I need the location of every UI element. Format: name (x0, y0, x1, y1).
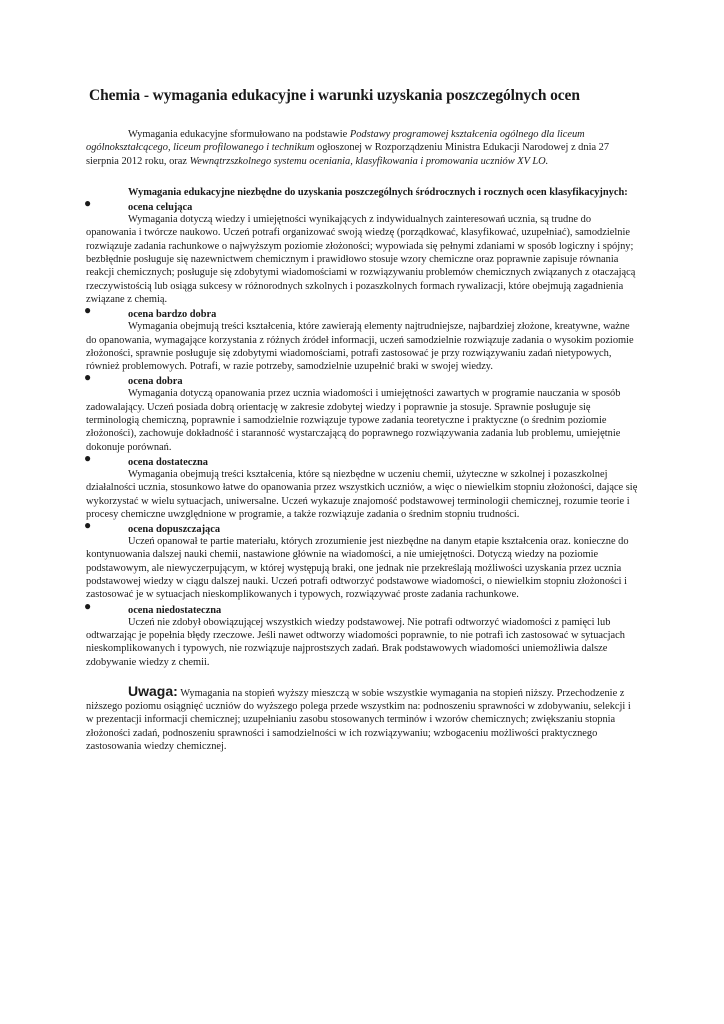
grade-name: ocena bardzo dobra (128, 309, 217, 321)
note-label: Uwaga: (128, 682, 178, 699)
grade-description: Uczeń opanował te partie materiału, których zrozumienie jest niezbędne na danym etapie kształcenia oraz. konieczne do kontynuowania dalszej nauki chemii, nastawione głównie na wiadomości, a nie umiejętności. Dotyczą wiedzy na poziomie podstawowym, ale niewyczerpującym, w której występują braki, one jednak nie przekreślają możliwości uzyskania przez ucznia podstawowej wiedzy w ciągu dalszej nauki. Uczeń potrafi odtworzyć podstawowe wiadomości, o niewielkim stopniu złożoności i zastosować je w sytuacjach nieskomplikowanych i typowych, rozwiązywać proste zadania rachunkowe. (86, 536, 629, 601)
document-page (86, 86, 638, 753)
bullet-icon: ● (84, 598, 92, 613)
grade-heading (84, 518, 638, 536)
grade-name: ocena celująca (128, 202, 193, 214)
grade-heading (84, 598, 638, 616)
section-title: Wymagania edukacyjne niezbędne do uzyskania poszczególnych śródrocznych i rocznych ocen klasyfikacyjnych: (128, 186, 628, 198)
grade-dostateczna (84, 450, 638, 521)
grade-name: ocena niedostateczna (128, 604, 222, 616)
intro-text-2: ogłoszonej w Rozporządzeniu Ministra Edukacji Narodowej z dnia 27 sierpnia 2012 roku, oraz (86, 142, 610, 167)
grade-celujaca (84, 196, 638, 306)
grade-description: Wymagania dotyczą wiedzy i umiejętności wynikających z indywidualnych zainteresowań ucznia, są trudne do opanowania i twórcze naukowo. Uczeń potrafi organizować swoją wiedzę (porządkować, klasyfikować, uzupełniać), samodzielnie rozwiązuje zadania rachunkowe o najwyższym poziomie złożoności; wypowiada się pełnymi zdaniami w sposób logiczny i spójny; bezbłędnie posługuje się nazewnictwem chemicznym i prawidłowo stosuje wzory chemiczne oraz poprawnie zapisuje równania reakcji chemicznych; posługuje się zdobytymi wiadomościami w rozwiązywaniu problemów chemicznych związanych z otaczającą rzeczywistością lub osiąga sukcesy w różnorodnych szkolnych i pozaszkolnych formach rywalizacji, które obejmują zagadnienia związane z chemią. (86, 214, 636, 305)
grade-niedostateczna (84, 598, 638, 669)
grade-name: ocena dostateczna (128, 456, 208, 468)
grade-dopuszczajaca (84, 518, 638, 601)
grade-heading (84, 303, 638, 321)
grade-description: Wymagania obejmują treści kształcenia, które zawierają elementy najtrudniejsze, najbardziej złożone, kreatywne, ważne do opanowania, wymagające korzystania z różnych źródeł informacji, uczeń samodzielnie rozwiązuje zadania o wysokim poziomie złożoności, sprawnie posługuje się zdobytymi wiadomościami, potrafi zastosować je przy rozwiązywaniu zadań nietypowych, również problemowych. Potrafi, w razie potrzeby, samodzielnie uzupełnić braki w swojej wiedzy. (86, 321, 634, 373)
grade-description: Wymagania obejmują treści kształcenia, które są niezbędne w uczeniu chemii, użyteczne w szkolnej i pozaszkolnej działalności ucznia, stosunkowo łatwe do opanowania przez wszystkich uczniów, a więc o niewielkim stopniu złożoności, dające się wykorzystać w wielu sytuacjach, uniwersalne. Uczeń wykazuje znajomość podstawowej terminologii chemicznej, rozumie teorie i procesy chemiczne uwzględnione w programie, a także rozwiązuje zadania o średnim stopniu trudności. (86, 468, 638, 520)
intro-italic-2: Wewnątrzszkolnego systemu oceniania, klasyfikowania i promowania uczniów XV LO. (189, 155, 549, 167)
grade-bardzo-dobra (84, 303, 638, 373)
note-text: Wymagania na stopień wyższy mieszczą w sobie wszystkie wymagania na stopień niższy. Przechodzenie z niższego poziomu osiągnięć uczniów do wyższego polega przede wszystkim na: podnoszeniu sprawności w zdobywaniu, selekcji i w prezentacji informacji chemicznej; uzupełnianiu zasobu stosowanych terminów i wzorów chemicznych; zwiększaniu stopnia złożoności zadań, podnoszeniu sprawności i samodzielności w ich rozwiązywaniu; wzbogaceniu możliwości praktycznego zastosowania wiedzy chemicznej. (86, 687, 631, 752)
grade-dobra (84, 370, 638, 453)
grade-heading (84, 450, 638, 468)
grade-description: Uczeń nie zdobył obowiązującej wszystkich wiedzy podstawowej. Nie potrafi odtworzyć wiadomości z pamięci lub odtwarzając je popełnia błędy rzeczowe. Jeśli nawet odtworzy wiadomości poprawnie, to nie potrafi ich zastosować w sytuacjach nieskomplikowanych i typowych, nie rozwiązuje najprostszych zadań. Brak podstawowych wiadomości uniemożliwia dalsze zdobywanie wiedzy z chemii. (86, 616, 625, 668)
grade-name: ocena dopuszczająca (128, 524, 221, 536)
grade-description: Wymagania dotyczą opanowania przez ucznia wiadomości i umiejętności zawartych w programie nauczania w sposób zadowalający. Uczeń posiada dobrą orientację w zakresie zdobytej wiedzy i poprawnie ja stosuje. Sprawnie posługuje się terminologią chemiczną, poprawnie i samodzielnie rozwiązuje typowe zadania teoretyczne i praktyczne (o średnim poziomie złożoności), zachowuje dokładność i staranność wystarczającą do poprawnego rozwiązywania zadania lub problemu, umiejętnie dokonuje porównań. (86, 388, 621, 453)
intro-paragraph (86, 128, 638, 168)
bullet-icon: ● (84, 518, 92, 533)
bullet-icon: ● (84, 450, 92, 465)
grade-heading (84, 370, 638, 388)
page-title: Chemia - wymagania edukacyjne i warunki uzyskania poszczególnych ocen (89, 87, 580, 104)
bullet-icon: ● (84, 303, 92, 318)
bullet-icon: ● (84, 196, 92, 211)
grade-heading (84, 196, 638, 214)
intro-italic-1: Podstawy programowej kształcenia ogólnego dla liceum ogólnokształcącego, liceum profilowanego i technikum (86, 129, 585, 154)
intro-text-1: Wymagania edukacyjne sformułowano na podstawie (128, 129, 350, 140)
bullet-icon: ● (84, 370, 92, 385)
grade-name: ocena dobra (128, 376, 183, 388)
note-paragraph (86, 682, 638, 753)
